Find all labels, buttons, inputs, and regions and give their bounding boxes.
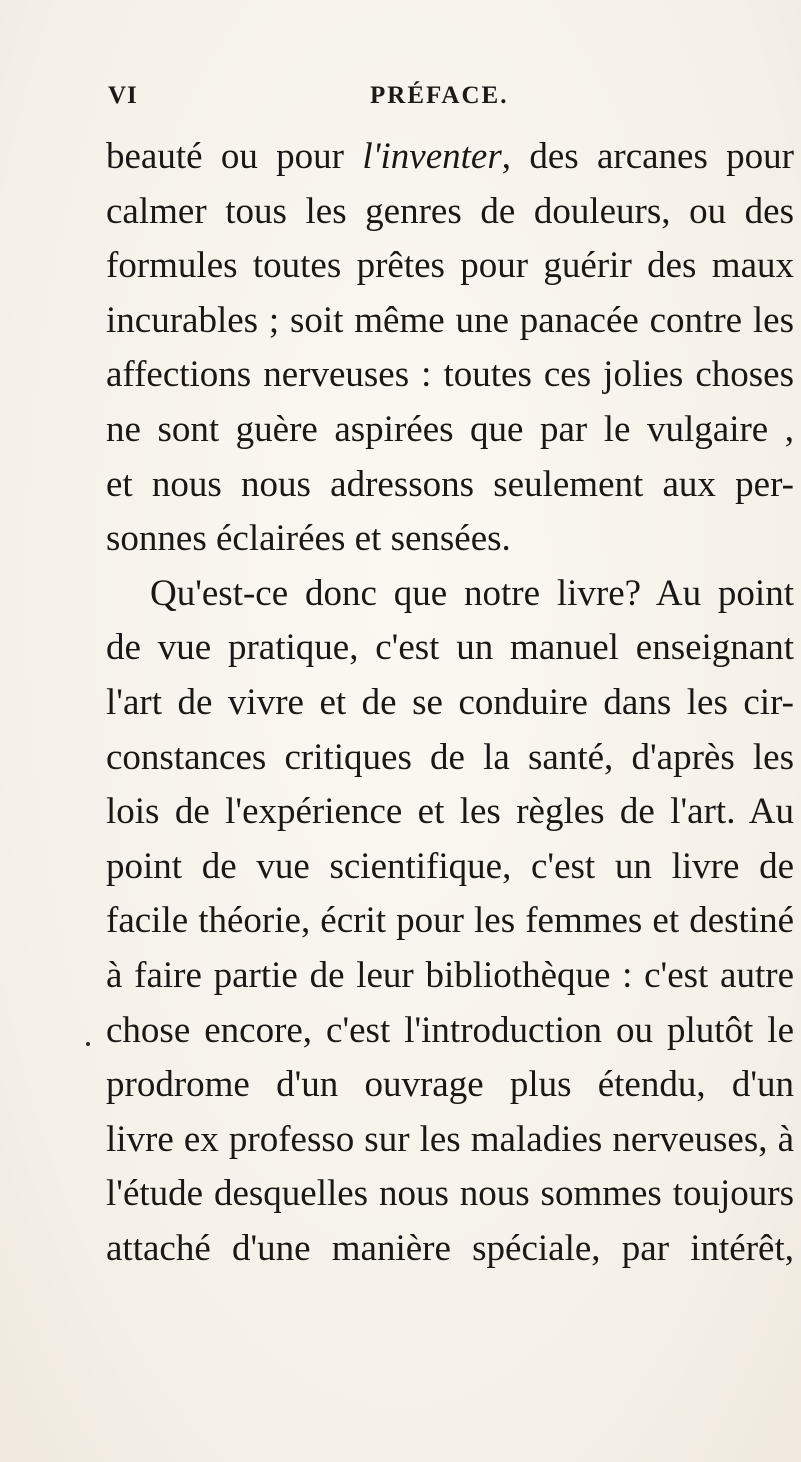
text-line: prodrome d'un ouvrage plus étendu, d'un — [106, 1064, 794, 1106]
text-line: l'étude desquelles nous nous sommes toujours — [106, 1173, 794, 1215]
running-title: PRÉFACE. — [370, 82, 509, 109]
text-line: ne sont guère aspirées que par le vulgaire , — [106, 408, 794, 450]
text-line: beauté ou pour l'inventer, des arcanes pour — [106, 136, 794, 177]
text-line: constances critiques de la santé, d'après les — [106, 736, 794, 778]
text-line: livre ex professo sur les maladies nerveuses, à — [106, 1118, 794, 1160]
text-line: incurables ; soit même une panacée contre les — [106, 299, 794, 341]
paragraph-first-line: Qu'est-ce donc que notre livre? Au point — [150, 572, 794, 614]
ink-dot — [86, 1042, 90, 1046]
text-line: à faire partie de leur bibliothèque : c'est autre — [106, 954, 794, 996]
text-line: attaché d'une manière spéciale, par intérêt, — [106, 1227, 794, 1269]
text-line: chose encore, c'est l'introduction ou plutôt le — [106, 1009, 794, 1051]
body-text — [106, 130, 800, 1276]
text-line: lois de l'expérience et les règles de l'art. Au — [106, 791, 794, 833]
text-line: l'art de vivre et de se conduire dans les cir- — [106, 681, 794, 723]
page-number: VI — [108, 82, 138, 109]
text-line: facile théorie, écrit pour les femmes et destiné — [106, 900, 794, 942]
italic-word: l'inventer — [362, 136, 502, 177]
text-line: point de vue scientifique, c'est un livre de — [106, 845, 794, 887]
text-line: affections nerveuses : toutes ces jolies choses — [106, 354, 794, 396]
text-line: formules toutes prêtes pour guérir des maux — [106, 245, 794, 287]
text-line: calmer tous les genres de douleurs, ou des — [106, 190, 794, 232]
page-header — [108, 82, 758, 122]
text-line: sonnes éclairées et sensées. — [106, 518, 511, 560]
text-line: et nous nous adressons seulement aux per- — [106, 463, 794, 505]
text-line: de vue pratique, c'est un manuel enseignant — [106, 627, 794, 669]
